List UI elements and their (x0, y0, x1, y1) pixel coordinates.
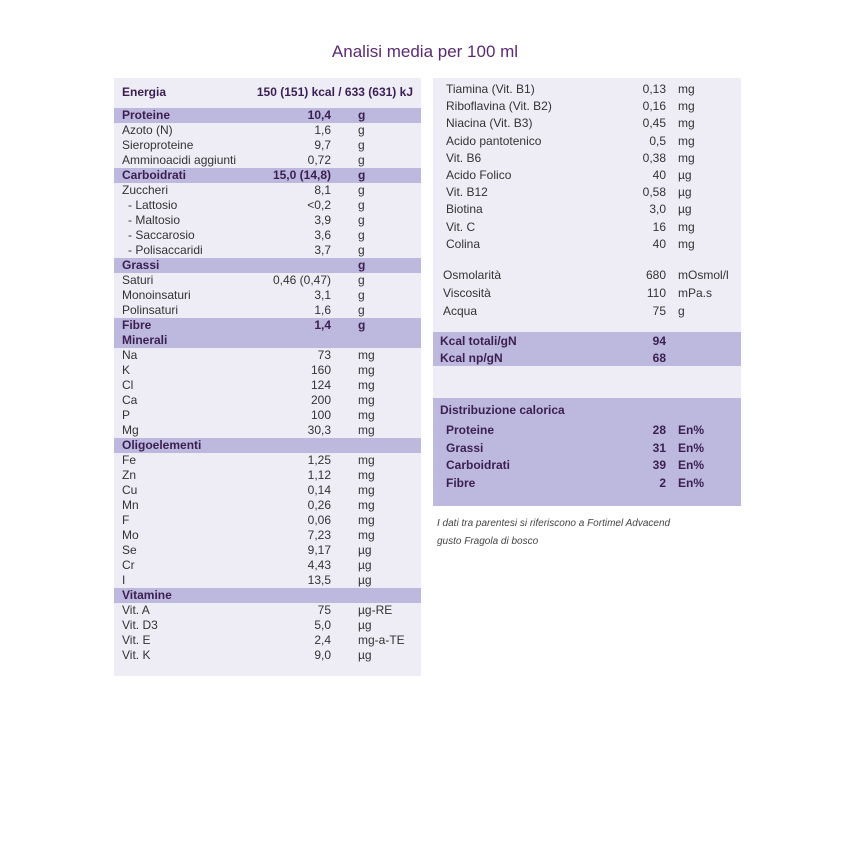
footnote-line-2: gusto Fragola di bosco (437, 536, 539, 547)
vitamin-value: 0,58 (642, 185, 666, 200)
kcal-row (433, 334, 741, 349)
nutrient-label: - Saccarosio (128, 228, 195, 242)
nutrient-label: Mo (122, 528, 139, 542)
nutrient-value: 1,6 (314, 303, 331, 317)
nutrient-row (114, 198, 421, 213)
nutrient-unit: g (358, 303, 365, 317)
nutrient-value: 1,6 (314, 123, 331, 137)
nutrient-unit: mg (358, 513, 375, 527)
nutrient-row (114, 183, 421, 198)
vitamin-unit: mg (678, 150, 695, 165)
nutrient-row (114, 483, 421, 498)
distribution-value: 28 (652, 423, 666, 437)
vitamin-label: Biotina (446, 202, 483, 217)
vitamin-value: 40 (652, 168, 666, 182)
vitamin-row (433, 99, 741, 114)
vitamin-value: 16 (652, 219, 666, 234)
nutrient-unit: g (358, 183, 365, 197)
vitamin-value: 3,0 (649, 202, 666, 217)
vitamin-row (433, 185, 741, 200)
vitamin-value: 0,45 (642, 116, 666, 131)
nutrient-label: - Polisaccaridi (128, 243, 203, 257)
nutrient-row (114, 213, 421, 228)
distribution-unit: En% (678, 423, 705, 437)
nutrient-label: Vit. A (122, 603, 150, 617)
vitamin-unit: µg (678, 185, 692, 200)
nutrient-value: 160 (310, 363, 331, 377)
vitamin-label: Vit. B12 (446, 185, 488, 200)
distribution-label: Fibre (446, 475, 476, 490)
distribution-value: 2 (659, 475, 666, 490)
nutrient-unit: µg (358, 558, 372, 572)
nutrient-row (114, 528, 421, 543)
energy-value: 150 (151) kcal / 633 (631) kJ (256, 85, 413, 99)
vitamin-row (433, 134, 741, 149)
nutrient-row (114, 408, 421, 423)
nutrient-row (114, 363, 421, 378)
nutrient-unit: mg (358, 528, 375, 542)
distribution-row (433, 476, 741, 491)
nutrient-unit: g (358, 288, 365, 302)
nutrient-label: - Lattosio (128, 198, 178, 212)
distribution-label: Carboidrati (446, 458, 511, 472)
vitamin-row (433, 220, 741, 235)
nutrient-unit: mg (358, 423, 375, 437)
section-header-row (114, 258, 421, 273)
distribution-row (433, 458, 741, 473)
nutrient-unit: g (358, 108, 366, 122)
nutrient-value: 1,12 (307, 468, 331, 482)
nutrient-unit: mg (358, 453, 375, 467)
nutrient-value: 3,9 (314, 213, 331, 227)
nutrient-unit: mg (358, 498, 375, 512)
vitamin-label: Vit. C (446, 219, 476, 234)
nutrient-label: Polinsaturi (122, 303, 179, 317)
nutrient-value: 0,06 (307, 513, 331, 527)
section-header-row (114, 333, 421, 348)
nutrient-row (114, 648, 421, 663)
nutrient-label: Mg (122, 423, 139, 437)
vitamin-value: 40 (652, 236, 666, 251)
nutrient-value: 75 (317, 603, 331, 617)
vitamin-label: Niacina (Vit. B3) (446, 116, 533, 131)
nutrient-row (114, 303, 421, 318)
nutrient-row (114, 348, 421, 363)
nutrient-value: 0,72 (307, 153, 331, 167)
vitamin-row (433, 151, 741, 166)
distribution-value: 39 (652, 458, 666, 472)
nutrient-label: Zn (122, 468, 137, 482)
nutrient-label: Zuccheri (122, 183, 169, 197)
nutrient-value: <0,2 (307, 198, 331, 212)
nutrient-unit: g (358, 243, 365, 257)
footnote-line-1: I dati tra parentesi si riferiscono a Fortimel Advacend (437, 518, 671, 529)
nutrient-unit: µg (358, 618, 372, 632)
nutrient-row (114, 633, 421, 648)
nutrient-row (114, 603, 421, 618)
nutrient-label: Monoinsaturi (122, 288, 191, 302)
section-header-row (114, 168, 421, 183)
nutrient-value: 3,6 (314, 228, 331, 242)
nutrient-value: 8,1 (314, 183, 331, 197)
physical-unit: mPa.s (678, 286, 713, 300)
vitamin-row (433, 168, 741, 183)
nutrient-unit: g (358, 318, 366, 332)
section-header-row (114, 108, 421, 123)
nutrient-value: 100 (310, 408, 331, 422)
distribution-unit: En% (678, 475, 705, 490)
nutrition-table-right (433, 78, 741, 332)
nutrient-label: Minerali (122, 333, 168, 347)
nutrient-value: 73 (317, 348, 331, 362)
nutrient-label: Na (122, 348, 138, 362)
nutrient-unit: µg-RE (358, 603, 393, 617)
vitamin-unit: µg (678, 168, 692, 182)
physical-label: Osmolarità (443, 268, 502, 282)
vitamin-unit: mg (678, 219, 695, 234)
nutrient-label: Azoto (N) (122, 123, 173, 137)
nutrient-label: Carboidrati (122, 168, 187, 182)
nutrient-unit: mg (358, 408, 375, 422)
nutrient-value: 0,14 (307, 483, 331, 497)
physical-value: 110 (646, 286, 666, 300)
nutrient-value: 9,17 (307, 543, 331, 557)
nutrient-unit: mg (358, 378, 375, 392)
nutrient-unit: g (358, 213, 365, 227)
nutrient-label: P (122, 408, 131, 422)
nutrient-label: Oligoelementi (122, 438, 202, 452)
distribution-row (433, 441, 741, 456)
nutrient-value: 3,1 (314, 288, 331, 302)
distribution-label: Proteine (446, 423, 495, 437)
nutrient-label: Cu (122, 483, 138, 497)
nutrient-value: 15,0 (14,8) (272, 168, 331, 182)
vitamin-label: Vit. B6 (446, 150, 482, 165)
nutrient-label: Amminoacidi aggiunti (122, 153, 237, 167)
nutrient-label: Proteine (122, 108, 171, 122)
nutrient-row (114, 138, 421, 153)
nutrient-row (114, 378, 421, 393)
nutrient-label: Fibre (122, 318, 152, 332)
kcal-ratio-box (433, 332, 741, 366)
vitamin-value: 0,16 (642, 99, 666, 114)
nutrient-label: Cl (122, 378, 134, 392)
nutrient-value: 1,25 (307, 453, 331, 467)
nutrient-value: 1,4 (314, 318, 331, 332)
nutrient-value: 0,46 (0,47) (272, 273, 331, 287)
nutrient-row (114, 468, 421, 483)
nutrient-row (114, 558, 421, 573)
nutrient-label: Ca (122, 393, 138, 407)
kcal-row (433, 351, 741, 366)
spacer-box (433, 366, 741, 398)
physical-label: Acqua (443, 304, 478, 318)
nutrient-label: I (122, 573, 126, 587)
section-header-row (114, 588, 421, 603)
nutrient-value: 4,43 (307, 558, 331, 572)
physical-unit: mOsmol/l (678, 268, 729, 282)
nutrient-row (114, 573, 421, 588)
caloric-distribution-box (433, 398, 741, 506)
vitamin-value: 0,38 (642, 150, 666, 165)
kcal-value: 94 (652, 334, 666, 348)
vitamin-unit: mg (678, 236, 695, 251)
physical-label: Viscosità (443, 286, 491, 300)
nutrient-row (114, 393, 421, 408)
distribution-label: Grassi (446, 440, 484, 455)
vitamin-unit: µg (678, 202, 692, 217)
nutrient-value: 2,4 (314, 633, 331, 647)
nutrient-label: - Maltosio (128, 213, 181, 227)
vitamin-unit: mg (678, 116, 695, 131)
nutrient-value: 9,7 (314, 138, 331, 152)
nutrient-value: 5,0 (314, 618, 331, 632)
distribution-value: 31 (652, 440, 666, 455)
nutrient-unit: g (358, 228, 365, 242)
nutrient-row (114, 273, 421, 288)
energy-label: Energia (122, 85, 167, 99)
nutrient-unit: g (358, 258, 366, 272)
energy-row (114, 85, 421, 100)
nutrient-unit: g (358, 153, 365, 167)
nutrient-label: Vit. D3 (122, 618, 158, 632)
distribution-unit: En% (678, 440, 705, 455)
nutrient-unit: µg (358, 573, 372, 587)
distribution-unit: En% (678, 458, 705, 472)
nutrient-row (114, 123, 421, 138)
nutrient-row (114, 243, 421, 258)
nutrient-row (114, 423, 421, 438)
nutrient-unit: g (358, 273, 365, 287)
nutrient-unit: µg (358, 648, 372, 662)
vitamin-value: 0,5 (649, 133, 666, 148)
physical-value: 680 (645, 268, 666, 282)
nutrient-label: K (122, 363, 131, 377)
nutrient-value: 124 (310, 378, 331, 392)
kcal-label: Kcal np/gN (440, 351, 503, 365)
nutrient-label: Saturi (122, 273, 154, 287)
nutrient-label: Mn (122, 498, 139, 512)
nutrient-label: Fe (122, 453, 137, 467)
vitamin-value: 0,13 (642, 82, 666, 96)
nutrient-label: Vitamine (122, 588, 172, 602)
nutrient-unit: g (358, 123, 365, 137)
vitamin-label: Acido pantotenico (446, 133, 542, 148)
nutrient-unit: mg (358, 348, 375, 362)
physical-unit: g (678, 304, 685, 318)
nutrient-row (114, 498, 421, 513)
section-header-row (114, 318, 421, 333)
nutrient-label: Sieroproteine (122, 138, 194, 152)
nutrient-unit: mg-a-TE (358, 633, 405, 647)
nutrient-label: Se (122, 543, 137, 557)
distribution-row (433, 423, 741, 438)
nutrient-label: Cr (122, 558, 135, 572)
nutrient-row (114, 288, 421, 303)
nutrient-value: 10,4 (307, 108, 331, 122)
physical-row (433, 304, 741, 319)
vitamin-row (433, 202, 741, 217)
nutrient-unit: g (358, 138, 365, 152)
nutrient-label: Vit. K (122, 648, 151, 662)
nutrient-unit: µg (358, 543, 372, 557)
nutrient-label: F (122, 513, 130, 527)
physical-row (433, 286, 741, 301)
physical-row (433, 268, 741, 283)
nutrition-table-left (114, 78, 421, 676)
nutrient-value: 13,5 (307, 573, 331, 587)
nutrient-unit: mg (358, 483, 375, 497)
nutrient-value: 9,0 (314, 648, 331, 662)
vitamin-row (433, 237, 741, 252)
vitamin-row (433, 116, 741, 131)
distribution-title: Distribuzione calorica (440, 403, 565, 417)
section-header-row (114, 438, 421, 453)
nutrient-row (114, 153, 421, 168)
nutrient-label: Grassi (122, 258, 160, 272)
nutrient-unit: g (358, 168, 366, 182)
nutrient-row (114, 618, 421, 633)
vitamin-label: Acido Folico (446, 168, 512, 182)
nutrient-unit: g (358, 198, 365, 212)
vitamin-label: Colina (446, 236, 481, 251)
physical-value: 75 (652, 304, 666, 318)
nutrient-value: 30,3 (307, 423, 331, 437)
page-title: Analisi media per 100 ml (331, 42, 519, 61)
nutrient-row (114, 513, 421, 528)
vitamin-unit: mg (678, 133, 695, 148)
nutrient-unit: mg (358, 468, 375, 482)
kcal-label: Kcal totali/gN (440, 334, 517, 348)
nutrient-value: 0,26 (307, 498, 331, 512)
nutrient-value: 3,7 (314, 243, 331, 257)
nutrient-row (114, 228, 421, 243)
nutrient-row (114, 453, 421, 468)
nutrient-unit: mg (358, 363, 375, 377)
kcal-value: 68 (652, 351, 666, 365)
nutrient-unit: mg (358, 393, 375, 407)
vitamin-unit: mg (678, 99, 695, 114)
nutrient-label: Vit. E (122, 633, 151, 647)
vitamin-unit: mg (678, 82, 695, 96)
nutrient-value: 7,23 (307, 528, 331, 542)
nutrient-value: 200 (310, 393, 331, 407)
nutrient-row (114, 543, 421, 558)
vitamin-label: Riboflavina (Vit. B2) (446, 99, 552, 114)
vitamin-label: Tiamina (Vit. B1) (446, 82, 535, 96)
vitamin-row (433, 82, 741, 97)
